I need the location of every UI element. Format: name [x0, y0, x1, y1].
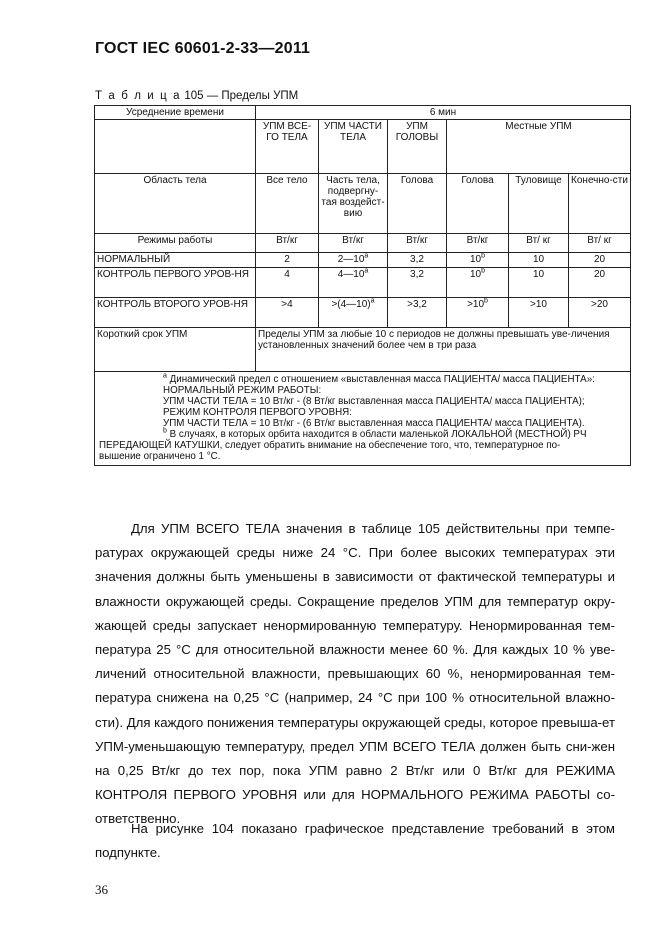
value-text: >(4—10): [331, 299, 371, 310]
col-head-local: Местные УПМ: [447, 120, 631, 174]
footnote-a-line: НОРМАЛЬНЫЙ РЕЖИМ РАБОТЫ:: [163, 385, 322, 396]
value-cell: 10: [509, 253, 569, 268]
value-text: 10: [469, 254, 482, 265]
value-text: 10: [469, 269, 482, 280]
footnote-mark: a: [163, 372, 167, 380]
table-caption: [95, 90, 298, 102]
value-cell: >20: [569, 298, 631, 328]
table-row: [95, 298, 631, 328]
footnote-text: Динамический предел с отношением «выставленная масса ПАЦИЕНТА/ масса ПАЦИЕНТА»:: [169, 374, 595, 385]
column-heads-row: [95, 120, 631, 174]
table-row: [95, 268, 631, 298]
modes-label: Режимы работы: [95, 234, 256, 253]
col-head-whole-body: УПМ ВСЕ-ГО ТЕЛА: [256, 120, 319, 174]
short-term-label: Короткий срок УПМ: [95, 328, 256, 372]
unit-cell: Вт/кг: [388, 234, 447, 253]
value-cell: 10: [509, 268, 569, 298]
body-area-cell: Все тело: [256, 174, 319, 234]
footnote-a-line: УПМ ЧАСТИ ТЕЛА = 10 Вт/кг - (8 Вт/кг выставленная масса ПАЦИЕНТА/ масса ПАЦИЕНТА);: [163, 396, 585, 407]
value-cell: [447, 268, 509, 298]
value-cell: >3,2: [388, 298, 447, 328]
footnote-mark: b: [484, 297, 488, 305]
mode-name: КОНТРОЛЬ ВТОРОГО УРОВ-НЯ: [95, 298, 256, 328]
body-area-cell: Голова: [388, 174, 447, 234]
mode-name: НОРМАЛЬНЫЙ: [95, 253, 256, 268]
value-text: 4—10: [337, 269, 365, 280]
footnote-mark: b: [481, 252, 486, 260]
value-cell: >4: [256, 298, 319, 328]
unit-cell: Вт/кг: [256, 234, 319, 253]
mode-name: КОНТРОЛЬ ПЕРВОГО УРОВ-НЯ: [95, 268, 256, 298]
short-term-text: Пределы УПМ за любые 10 с периодов не должны превышать уве-личения установленных значений более чем в три раза: [256, 328, 631, 372]
short-term-row: [95, 328, 631, 372]
document-header: ГОСТ IEC 60601-2-33—2011: [95, 40, 311, 57]
value-cell: [319, 268, 388, 298]
value-cell: 2: [256, 253, 319, 268]
unit-cell: Вт/ кг: [569, 234, 631, 253]
unit-cell: Вт/кг: [447, 234, 509, 253]
footnotes-row: [95, 372, 631, 466]
table-row: [95, 253, 631, 268]
units-row: [95, 234, 631, 253]
averaging-value: 6 мин: [256, 106, 631, 120]
averaging-label: Усреднение времени: [95, 106, 256, 120]
body-area-cell: Конечно-сти: [569, 174, 631, 234]
body-area-row: [95, 174, 631, 234]
value-cell: 3,2: [388, 268, 447, 298]
value-cell: [447, 253, 509, 268]
page-number: 36: [95, 882, 108, 897]
body-paragraph: На рисунке 104 показано графическое представление требований в этом подпункте.: [95, 821, 615, 861]
col-head-head: УПМ ГОЛОВЫ: [388, 120, 447, 174]
sar-limits-table: [94, 105, 631, 466]
value-cell: 4: [256, 268, 319, 298]
value-cell: [319, 298, 388, 328]
body-area-cell: Туловище: [509, 174, 569, 234]
table-caption-text: 105 — Пределы УПМ: [184, 90, 299, 102]
value-cell: 20: [569, 253, 631, 268]
footnote-mark: b: [481, 267, 486, 275]
footnote-mark: a: [364, 267, 369, 275]
body-area-label: Область тела: [95, 174, 256, 234]
footnote-b-line: [99, 429, 626, 440]
body-area-cell: Голова: [447, 174, 509, 234]
empty-cell: [95, 120, 256, 174]
value-text: >10: [467, 299, 485, 310]
footnote-text: В случаях, в которых орбита находится в области маленькой ЛОКАЛЬНОЙ (МЕСТНОЙ) РЧ: [169, 429, 587, 440]
footnote-a-line: РЕЖИМ КОНТРОЛЯ ПЕРВОГО УРОВНЯ:: [163, 407, 352, 418]
value-cell: [447, 298, 509, 328]
footnote-mark: a: [370, 297, 375, 305]
footnote-a-line: УПМ ЧАСТИ ТЕЛА = 10 Вт/кг - (6 Вт/кг выставленная масса ПАЦИЕНТА/ масса ПАЦИЕНТА).: [163, 418, 585, 429]
value-cell: 3,2: [388, 253, 447, 268]
value-text: 2—10: [337, 254, 365, 265]
table-caption-label: Т а б л и ц а: [95, 90, 182, 102]
value-cell: >10: [509, 298, 569, 328]
value-cell: 20: [569, 268, 631, 298]
body-paragraph: Для УПМ ВСЕГО ТЕЛА значения в таблице 105 действительны при темпе-ратурах окружающей среды ниже 24 °С. При более высоких температурах эти значения должны быть уменьшены в зависимости от фактической температуры и влажности окружающей среды. Сокращение пределов УПМ для температур окру-жающей среды запускает ненормированную температуру. Ненормированная тем-пература 25 °С для относительной влажности менее 60 %. Для каждых 10 % уве-личений относительной влажности, превышающих 60 %, ненормированная тем-пература снижена на 0,25 °С (например, 24 °С при 100 % относительной влажно-сти). Для каждого понижения температуры окружающей среды, которое превыша-ет УПМ-уменьшающую температуру, предел УПМ ВСЕГО ТЕЛА должен быть сни-жен на 0,25 Вт/кг до тех пор, пока УПМ равно 2 Вт/кг или 0 Вт/кг для РЕЖИМА КОНТРОЛЯ ПЕРВОГО УРОВНЯ или для НОРМАЛЬНОГО РЕЖИМА РАБОТЫ со-ответственно.: [95, 521, 615, 827]
footnote-a-line: [99, 374, 626, 385]
footnote-mark: a: [364, 252, 369, 260]
unit-cell: Вт/кг: [319, 234, 388, 253]
footnote-mark: b: [163, 427, 167, 435]
footnote-b-line: вышение ограничено 1 °С.: [99, 451, 221, 462]
footnote-b-line: ПЕРЕДАЮЩЕЙ КАТУШКИ, следует обратить внимание на обеспечение того, что, температурное по-: [99, 440, 561, 451]
body-area-cell: Часть тела, подвергну-тая воздейст-вию: [319, 174, 388, 234]
col-head-partial-body: УПМ ЧАСТИ ТЕЛА: [319, 120, 388, 174]
averaging-row: [95, 106, 631, 120]
value-cell: [319, 253, 388, 268]
unit-cell: Вт/ кг: [509, 234, 569, 253]
table-footnotes: [95, 372, 631, 466]
